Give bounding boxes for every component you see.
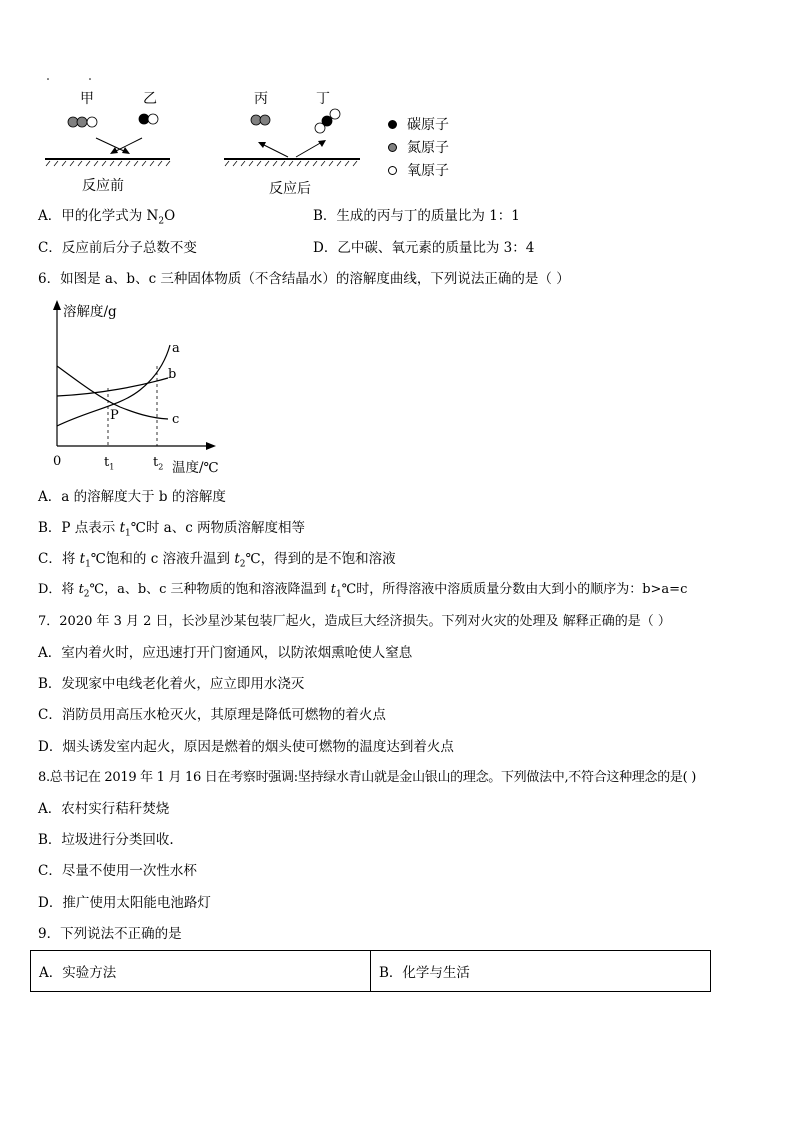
arrow-out (296, 142, 322, 157)
surface-hatch (225, 161, 357, 166)
q8-option-a: A．农村实行秸秆焚烧 (38, 801, 170, 817)
curve-b (57, 378, 168, 396)
nitrogen-atom (260, 115, 270, 125)
legend-carbon (388, 114, 449, 134)
oxygen-legend-icon (388, 166, 397, 175)
arrow-in (96, 138, 126, 152)
q7-option-d: D．烟头诱发室内起火，原因是燃着的烟头使可燃物的温度达到着火点 (38, 739, 454, 755)
point-p-label: P (110, 408, 119, 423)
stray-dot (89, 78, 91, 80)
q7-option-c: C．消防员用高压水枪灭火，其原理是降低可燃物的着火点 (38, 707, 386, 723)
before-caption: 反应前 (82, 178, 124, 194)
t1-label: $t_1$ (104, 455, 115, 472)
q7-stem: 7．2020 年 3 月 2 日，长沙星沙某包装厂起火，造成巨大经济损失。下列对火灾的处理及 解释正确的是（ ） (38, 614, 671, 629)
q8-option-b: B．垃圾进行分类回收. (38, 832, 174, 848)
q6-option-c: C．将 $t_1℃$饱和的 c 溶液升温到 $t_2℃$，得到的是不饱和溶液 (38, 551, 396, 570)
curve-a-label: a (172, 341, 180, 356)
q6-option-b: B．P 点表示 $t_1℃$时 a、c 两物质溶解度相等 (38, 520, 306, 539)
label-bing: 丙 (254, 91, 268, 107)
x-axis-arrow (206, 442, 216, 450)
legend-label: 氮原子 (407, 140, 449, 156)
y-axis-arrow (53, 300, 61, 310)
solubility-curves (40, 298, 230, 478)
arrow-in (114, 138, 142, 152)
q9-cell-a: A．实验方法 (31, 951, 371, 992)
nitrogen-atom (68, 117, 78, 127)
q9-cell-b: B．化学与生活 (371, 951, 711, 992)
y-axis-label: 溶解度/g (63, 304, 117, 320)
q5-option-c: C．反应前后分子总数不变 (38, 240, 197, 256)
reaction-diagram (30, 76, 380, 176)
arrow-out (262, 144, 288, 157)
nitrogen-legend-icon (388, 143, 397, 152)
q9-stem: 9．下列说法不正确的是 (38, 926, 182, 942)
q8-option-d: D．推广使用太阳能电池路灯 (38, 895, 211, 911)
q5-option-d: D．乙中碳、氧元素的质量比为 3：4 (313, 240, 535, 256)
legend-label: 碳原子 (407, 117, 449, 133)
nitrogen-atom (251, 115, 261, 125)
oxygen-atom (148, 114, 158, 124)
oxygen-atom (87, 117, 97, 127)
x-axis-label: 温度/℃ (172, 460, 219, 476)
label-yi: 乙 (143, 91, 157, 107)
origin-label: 0 (53, 454, 62, 469)
legend-oxygen (388, 160, 449, 180)
q6-option-a: A．a 的溶解度大于 b 的溶解度 (38, 489, 226, 505)
t2-label: $t_2$ (153, 455, 164, 472)
q5-option-a: A．甲的化学式为 $N_2O$ (38, 208, 176, 227)
label-ding: 丁 (316, 91, 330, 107)
q6-stem: 6．如图是 a、b、c 三种固体物质（不含结晶水）的溶解度曲线，下列说法正确的是（ ） (38, 271, 570, 287)
legend-nitrogen (388, 137, 449, 157)
q5-option-b: B．生成的丙与丁的质量比为 1：1 (313, 208, 520, 224)
carbon-legend-icon (388, 120, 397, 129)
q7-option-b: B．发现家中电线老化着火，应立即用水浇灭 (38, 676, 305, 692)
table-row (31, 951, 711, 992)
legend-label: 氧原子 (407, 163, 449, 179)
carbon-atom (139, 114, 149, 124)
q7-option-a: A．室内着火时，应迅速打开门窗通风，以防浓烟熏呛使人窒息 (38, 645, 413, 661)
curve-c-label: c (172, 412, 180, 427)
label-jia: 甲 (80, 91, 94, 107)
q8-option-c: C．尽量不使用一次性水杯 (38, 863, 197, 879)
nitrogen-atom (77, 117, 87, 127)
q6-option-d: D．将 $t_2℃$，a、b、c 三种物质的饱和溶液降温到 $t_1℃$时，所得溶液中溶质质量分数由大到小的顺序为：b>a=c (38, 582, 688, 600)
stray-dot (47, 78, 49, 80)
after-caption: 反应后 (269, 181, 311, 197)
q9-table (30, 950, 711, 992)
q8-stem: 8.总书记在 2019 年 1 月 16 日在考察时强调:坚持绿水青山就是金山银山的理念。下列做法中,不符合这种理念的是( ) (38, 770, 696, 785)
surface-hatch (46, 161, 170, 166)
oxygen-atom (330, 109, 340, 119)
carbon-atom (322, 116, 332, 126)
curve-b-label: b (168, 367, 177, 382)
